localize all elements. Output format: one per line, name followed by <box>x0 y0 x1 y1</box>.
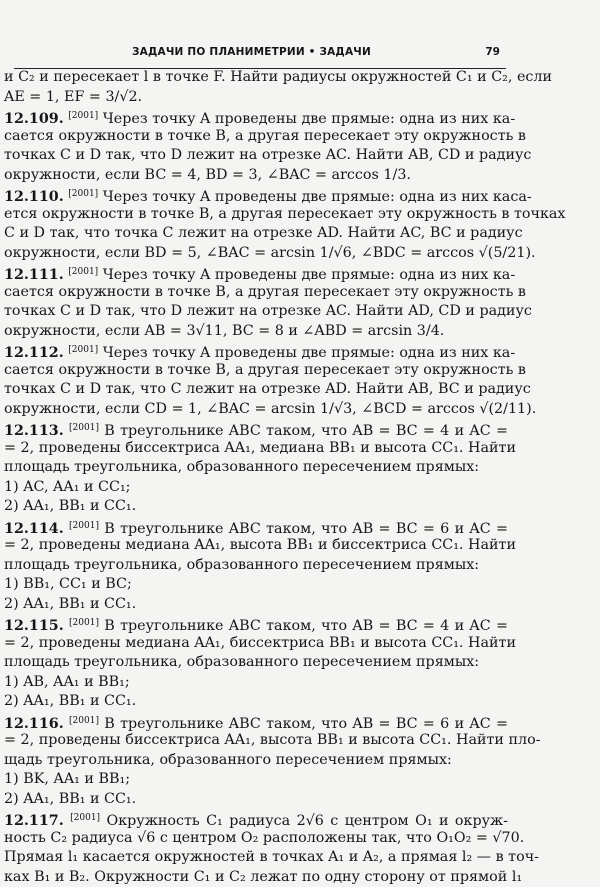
problem-block <box>4 341 508 419</box>
text-line <box>4 185 508 205</box>
problem-text: Через точку A проведены две прямые: одна из них ка- <box>103 267 515 283</box>
text-line: площадь треугольника, образованного пересечением прямых: <box>4 458 508 478</box>
header-title: ЗАДАЧИ ПО ПЛАНИМЕТРИИ • ЗАДАЧИ <box>132 46 371 58</box>
text-line: 2) AA₁, BB₁ и CC₁. <box>4 692 508 712</box>
problem-number: 12.115. <box>4 618 64 634</box>
text-line: 1) AB, AA₁ и BB₁; <box>4 673 508 693</box>
text-line <box>4 614 508 634</box>
text-line: 2) AA₁, BB₁ и CC₁. <box>4 790 508 810</box>
text-line: точках C и D так, что D лежит на отрезке AC. Найти AD, CD и радиус <box>4 302 508 322</box>
text-line: 1) BK, AA₁ и BB₁; <box>4 770 508 790</box>
text-line: точках C и D так, что C лежит на отрезке AD. Найти AB, BC и радиус <box>4 380 508 400</box>
text-line: окружности, если AB = 3√11, BC = 8 и ∠ABD = arcsin 3/4. <box>4 322 508 342</box>
text-line: C и D так, что точка C лежит на отрезке AD. Найти AC, BC и радиус <box>4 224 508 244</box>
text-line: Прямая l₁ касается окружностей в точках A₁ и A₂, а прямая l₂ — в точ- <box>4 848 508 868</box>
problem-block <box>4 263 508 341</box>
problem-block <box>4 419 508 517</box>
problem-block <box>4 517 508 615</box>
problem-number: 12.113. <box>4 423 64 439</box>
problem-year: [2001] <box>69 618 99 628</box>
text-line: = 2, проведены медиана AA₁, биссектриса BB₁ и высота CC₁. Найти <box>4 634 508 654</box>
text-line: сается окружности в точке B, а другая пересекает эту окружность в <box>4 361 508 381</box>
problem-text: Через точку A проведены две прямые: одна из них ка- <box>103 111 515 127</box>
problem-year: [2001] <box>69 423 99 433</box>
text-line <box>4 419 508 439</box>
text-line: площадь треугольника, образованного пересечением прямых: <box>4 653 508 673</box>
problem-block <box>4 614 508 712</box>
text-line: сается окружности в точке B, а другая пересекает эту окружность в <box>4 283 508 303</box>
text-line <box>4 107 508 127</box>
problem-block <box>4 809 508 887</box>
text-line: 2) AA₁, BB₁ и CC₁. <box>4 595 508 615</box>
running-header <box>14 44 506 69</box>
problem-text: Окружность C₁ радиуса 2√6 с центром O₁ и окруж- <box>106 813 508 829</box>
text-line: и C₂ и пересекает l в точке F. Найти радиусы окружностей C₁ и C₂, если <box>4 68 508 88</box>
problem-text: Через точку A проведены две прямые: одна из них каса- <box>103 189 532 205</box>
text-line: = 2, проведены медиана AA₁, высота BB₁ и биссектриса CC₁. Найти <box>4 536 508 556</box>
problem-number: 12.111. <box>4 267 64 283</box>
problem-text: В треугольнике ABC таком, что AB = BC = 6 и AC = <box>104 521 508 537</box>
problem-number: 12.112. <box>4 345 64 361</box>
text-line <box>4 263 508 283</box>
text-line: окружности, если BD = 5, ∠BAC = arcsin 1/√6, ∠BDC = arccos √(5/21). <box>4 244 508 264</box>
problem-year: [2001] <box>69 716 99 726</box>
text-line: 2) AA₁, BB₁ и CC₁. <box>4 497 508 517</box>
problem-text: В треугольнике ABC таком, что AB = BC = 4 и AC = <box>104 423 508 439</box>
problem-text: В треугольнике ABC таком, что AB = BC = 6 и AC = <box>104 716 508 732</box>
text-line: ется окружности в точке B, а другая пересекает эту окружность в точках <box>4 205 508 225</box>
text-line: 1) AC, AA₁ и CC₁; <box>4 478 508 498</box>
text-line: = 2, проведены биссектриса AA₁, медиана BB₁ и высота CC₁. Найти <box>4 439 508 459</box>
problem-number: 12.117. <box>4 813 64 829</box>
text-line <box>4 517 508 537</box>
text-line: 1) BB₁, CC₁ и BC; <box>4 575 508 595</box>
problem-block <box>4 712 508 810</box>
problem-year: [2001] <box>68 345 98 355</box>
problem-year: [2001] <box>68 267 98 277</box>
text-line: щадь треугольника, образованного пересечением прямых: <box>4 751 508 771</box>
problem-number: 12.109. <box>4 111 64 127</box>
problem-year: [2001] <box>70 813 100 823</box>
text-line: ность C₂ радиуса √6 с центром O₂ расположены так, что O₁O₂ = √70. <box>4 829 508 849</box>
text-line: AE = 1, EF = 3/√2. <box>4 88 508 108</box>
text-line <box>4 341 508 361</box>
page-body <box>4 68 508 887</box>
problem-text: В треугольнике ABC таком, что AB = BC = 4 и AC = <box>104 618 508 634</box>
problem-number: 12.114. <box>4 521 64 537</box>
problem-number: 12.110. <box>4 189 64 205</box>
text-line: точках C и D так, что D лежит на отрезке AC. Найти AB, CD и радиус <box>4 146 508 166</box>
problem-block <box>4 185 508 263</box>
problem-year: [2001] <box>69 521 99 531</box>
problem-year: [2001] <box>68 189 98 199</box>
problem-block <box>4 107 508 185</box>
text-line <box>4 712 508 732</box>
problem-number: 12.116. <box>4 716 64 732</box>
text-line <box>4 809 508 829</box>
page-number: 79 <box>485 46 500 58</box>
text-line: площадь треугольника, образованного пересечением прямых: <box>4 556 508 576</box>
text-line: ках B₁ и B₂. Окружности C₁ и C₂ лежат по одну сторону от прямой l₁ <box>4 868 508 887</box>
text-line: окружности, если BC = 4, BD = 3, ∠BAC = arccos 1/3. <box>4 166 508 186</box>
problem-year: [2001] <box>68 111 98 121</box>
problem-text: Через точку A проведены две прямые: одна из них ка- <box>103 345 515 361</box>
text-line: окружности, если CD = 1, ∠BAC = arcsin 1/√3, ∠BCD = arccos √(2/11). <box>4 400 508 420</box>
text-line: сается окружности в точке B, а другая пересекает эту окружность в <box>4 127 508 147</box>
text-line: = 2, проведены биссектриса AA₁, высота BB₁ и высота CC₁. Найти пло- <box>4 731 508 751</box>
